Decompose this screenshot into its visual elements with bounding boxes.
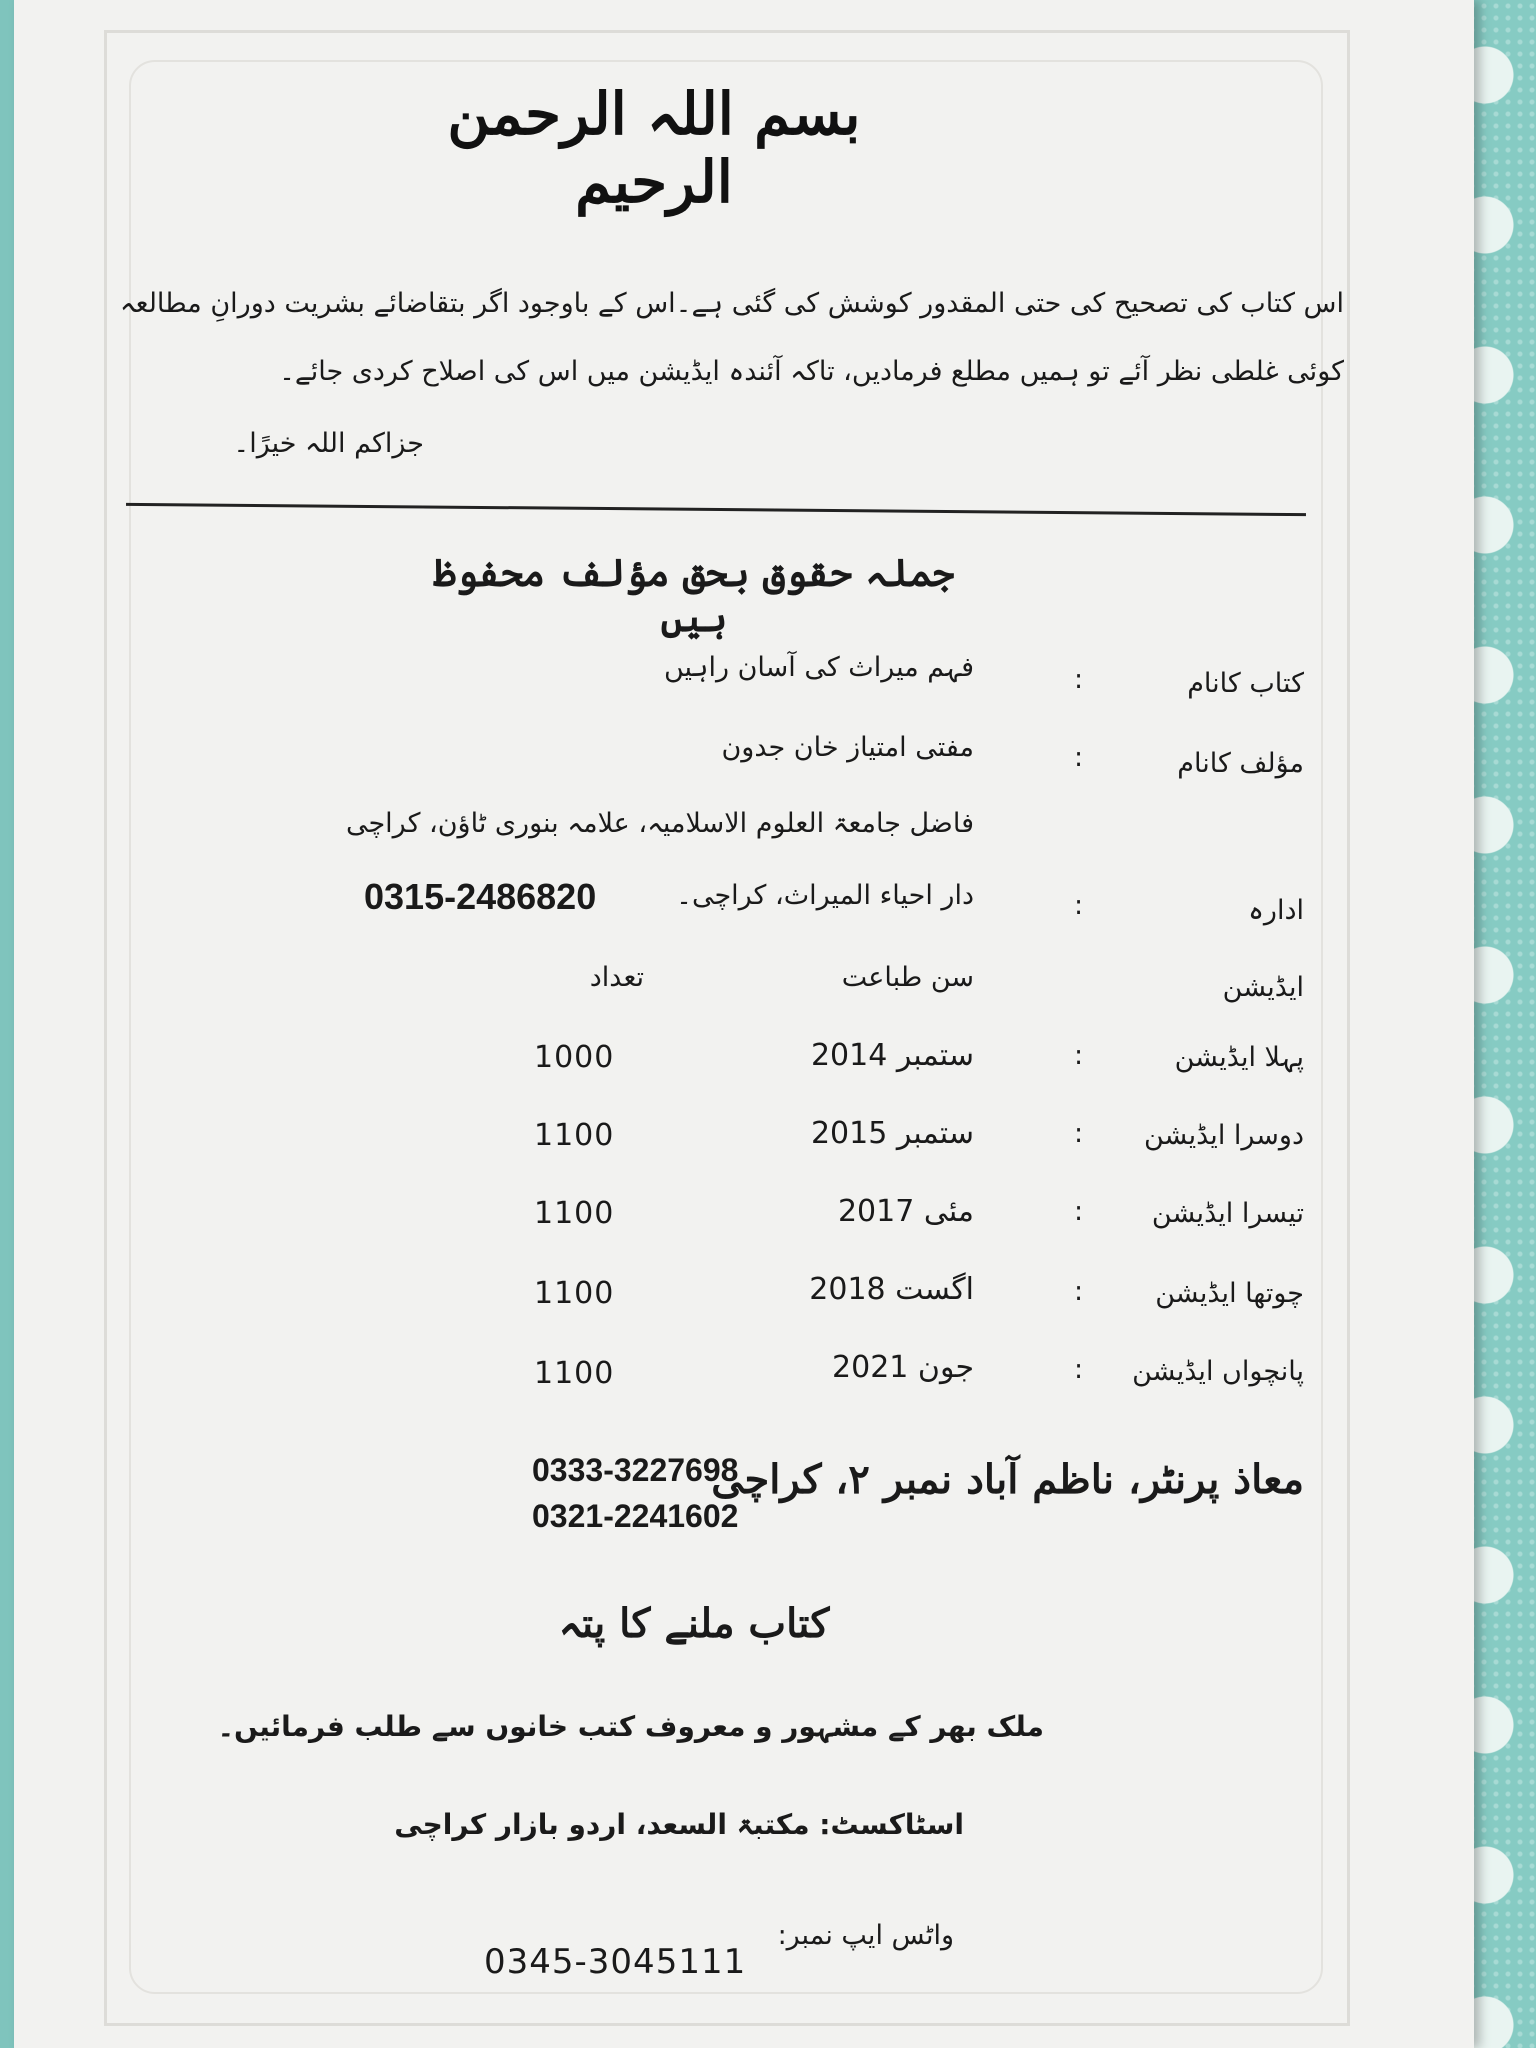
edition-row-count: 1000 (534, 1040, 615, 1075)
edition-row-date: جون 2021 (832, 1350, 974, 1385)
printer-phone-2: 0321-2241602 (532, 1498, 739, 1534)
edition-row-name: تیسرا ایڈیشن (1151, 1198, 1304, 1229)
whatsapp-label: واٹس ایپ نمبر: (777, 1920, 954, 1951)
colon: : (1074, 664, 1084, 695)
author-description: فاضل جامعۃ العلوم الاسلامیہ، علامہ بنوری ٹاؤن، کراچی (345, 808, 974, 839)
printer-phone-1: 0333-3227698 (532, 1452, 739, 1488)
colon: : (1074, 1040, 1084, 1071)
count-header: تعداد (589, 962, 644, 993)
stockist-line: اسٹاکسٹ: مکتبۃ السعد، اردو بازار کراچی (394, 1808, 964, 1841)
edition-row-date: ستمبر 2014 (810, 1038, 974, 1073)
notice-line-2: کوئی غلطی نظر آئے تو ہمیں مطلع فرمادیں، تاکہ آئندہ ایڈیشن میں اس کی اصلاح کردی جائے۔ (279, 356, 1344, 387)
copyright-heading: جملہ حقوق بحق مؤلف محفوظ ہیں (433, 550, 955, 640)
edition-row-count: 1100 (534, 1118, 615, 1153)
print-year-header: سن طباعت (841, 962, 974, 993)
edition-row-count: 1100 (534, 1196, 615, 1231)
edition-row-date: ستمبر 2015 (810, 1116, 974, 1151)
edition-row-count: 1100 (534, 1276, 615, 1311)
notice-line-3: جزاکم اللہ خیرًا۔ (233, 428, 424, 459)
colon: : (1074, 742, 1084, 773)
author-name-value: مفتی امتیاز خان جدون (721, 732, 974, 763)
institute-value: دار احیاء المیراث، کراچی۔ (676, 880, 974, 911)
edition-row-name: دوسرا ایڈیشن (1143, 1120, 1304, 1151)
colon: : (1074, 1276, 1084, 1307)
colon: : (1074, 1354, 1084, 1385)
edition-row-count: 1100 (534, 1356, 615, 1391)
whatsapp-number: 0345-3045111 (484, 1942, 747, 1982)
author-name-label: مؤلف کانام (1177, 748, 1304, 779)
edition-row-name: پانچواں ایڈیشن (1132, 1356, 1304, 1387)
colon: : (1074, 1196, 1084, 1227)
colon: : (1074, 890, 1084, 921)
book-name-label: کتاب کانام (1187, 668, 1304, 699)
institute-phone: 0315-2486820 (364, 876, 597, 917)
bismillah-calligraphy: بسم اللہ الرحمن الرحیم (447, 80, 861, 216)
edition-row-name: پہلا ایڈیشن (1174, 1042, 1304, 1073)
colon: : (1074, 1118, 1084, 1149)
availability-line: ملک بھر کے مشہور و معروف کتب خانوں سے طلب فرمائیں۔ (217, 1710, 1044, 1743)
book-page (14, 0, 1474, 2048)
institute-label: ادارہ (1248, 895, 1304, 926)
notice-line-1: اس کتاب کی تصحیح کی حتی المقدور کوشش کی گئی ہے۔اس کے باوجود اگر بتقاضائے بشریت دورانِ مطالعہ (119, 288, 1344, 319)
edition-row-date: اگست 2018 (809, 1272, 974, 1307)
decorative-frame-inner (129, 60, 1323, 1994)
edition-row-date: مئی 2017 (837, 1194, 974, 1229)
edition-label: ایڈیشن (1222, 972, 1304, 1003)
book-name-value: فہم میراث کی آسان راہیں (663, 652, 974, 683)
availability-heading: کتاب ملنے کا پتہ (558, 1600, 830, 1647)
printer-name: معاذ پرنٹر، ناظم آباد نمبر ۲، کراچی (711, 1456, 1304, 1503)
edition-row-name: چوتھا ایڈیشن (1155, 1278, 1304, 1309)
